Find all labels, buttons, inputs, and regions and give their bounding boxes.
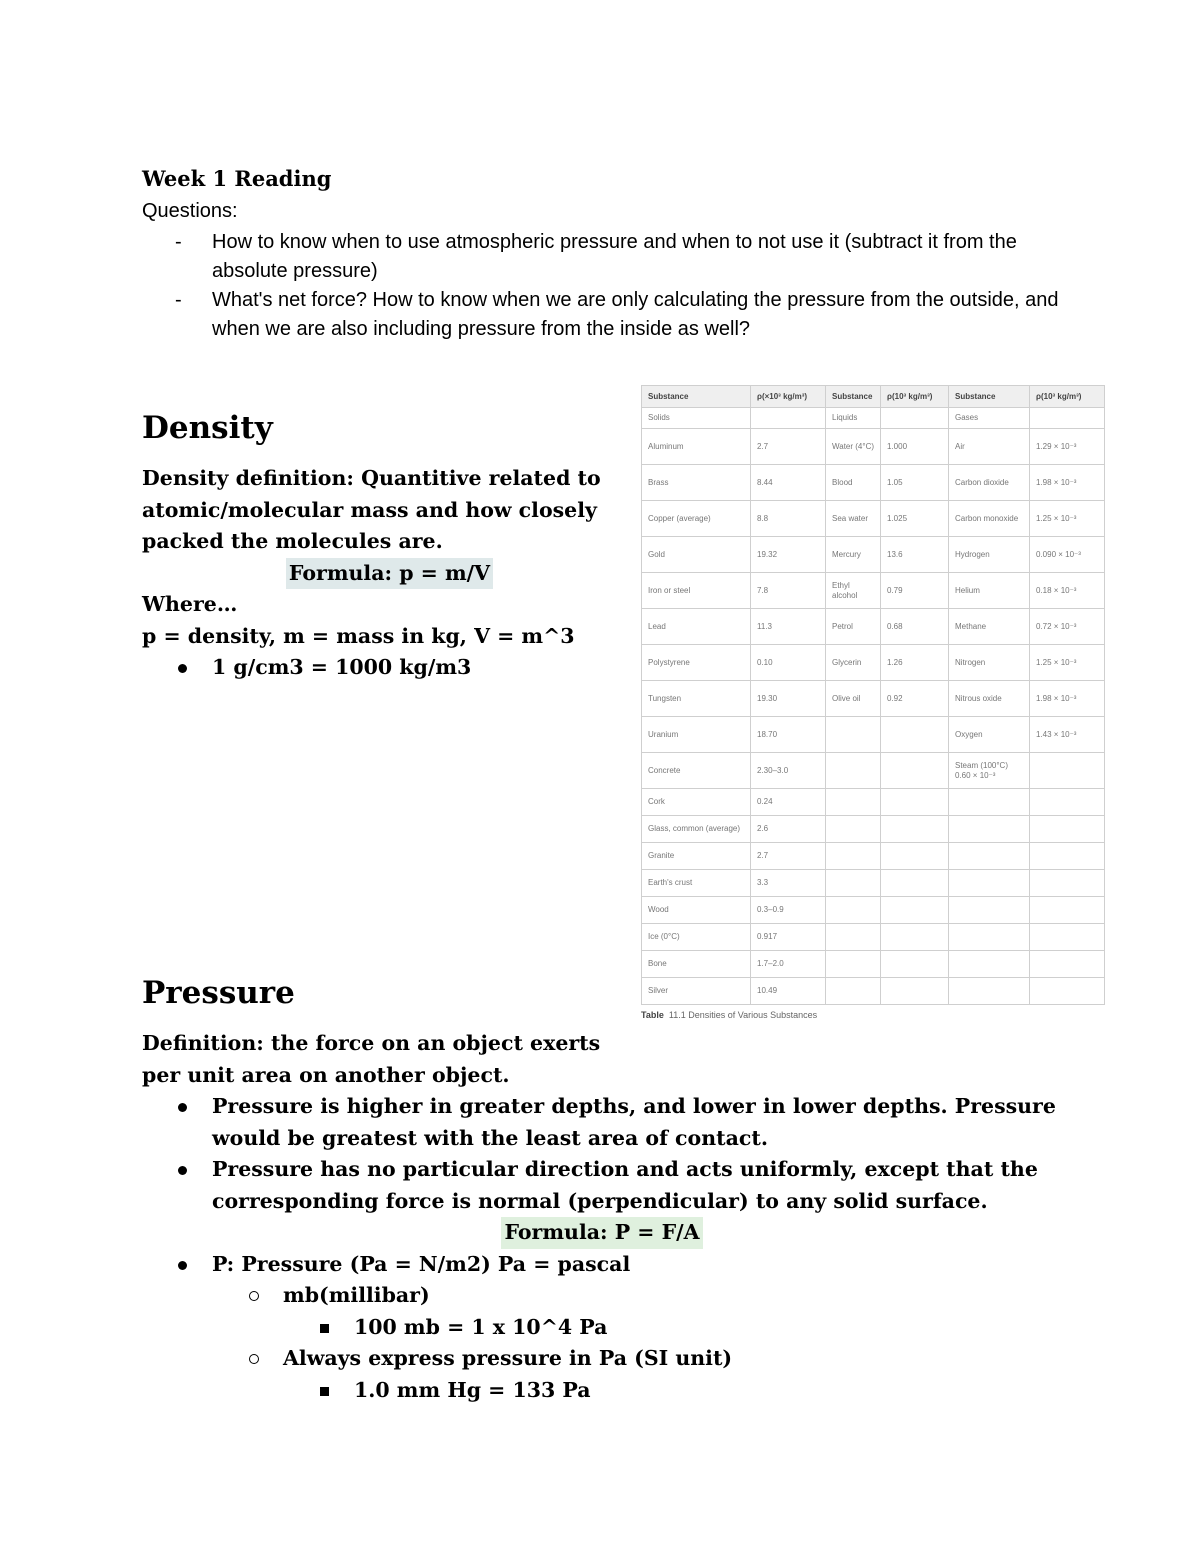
table-cell (1030, 951, 1105, 978)
table-cell (949, 978, 1030, 1005)
density-definition: Density definition: Quantitive related to atomic/molecular mass and how closely packed the molecules are. (142, 466, 601, 553)
bullet-text: mb(millibar) (283, 1283, 430, 1307)
table-cell (1030, 978, 1105, 1005)
table-cell: 0.24 (751, 789, 826, 816)
bullet-square-icon (320, 1324, 329, 1333)
table-row (642, 645, 1105, 681)
table-row (642, 681, 1105, 717)
table-cell: Gases (949, 408, 1030, 429)
table-row (642, 870, 1105, 897)
table-row (642, 501, 1105, 537)
table-cell (881, 924, 949, 951)
table-cell: Glycerin (826, 645, 881, 681)
table-cell: 19.32 (751, 537, 826, 573)
table-cell: Copper (average) (642, 501, 751, 537)
table-cell (1030, 843, 1105, 870)
table-cell (949, 816, 1030, 843)
table-cell: Ethyl alcohol (826, 573, 881, 609)
table-cell: 0.18 × 10⁻³ (1030, 573, 1105, 609)
table-cell: Carbon dioxide (949, 465, 1030, 501)
table-row (642, 609, 1105, 645)
table-cell: Mercury (826, 537, 881, 573)
bullet-dot-icon (178, 1166, 187, 1175)
table-cell: 0.79 (881, 573, 949, 609)
table-cell: Polystyrene (642, 645, 751, 681)
table-cell: Oxygen (949, 717, 1030, 753)
table-cell (881, 408, 949, 429)
table-cell: Brass (642, 465, 751, 501)
table-cell: 19.30 (751, 681, 826, 717)
table-cell: Sea water (826, 501, 881, 537)
table-cell: 0.92 (881, 681, 949, 717)
table-cell (949, 951, 1030, 978)
table-row (642, 573, 1105, 609)
pressure-definition: Definition: the force on an object exerts per unit area on another object. (142, 1031, 601, 1087)
table-cell (826, 870, 881, 897)
table-cell: Iron or steel (642, 573, 751, 609)
table-cell: Nitrogen (949, 645, 1030, 681)
table-cell: 0.68 (881, 609, 949, 645)
table-cell: Liquids (826, 408, 881, 429)
density-table (641, 385, 1105, 1005)
dash-bullet: - (175, 231, 182, 253)
table-row (642, 897, 1105, 924)
density-variables: p = density, m = mass in kg, V = m^3 (142, 623, 575, 648)
pressure-block (142, 1028, 1062, 1406)
list-item (142, 1091, 1062, 1154)
bullet-circle-icon (249, 1354, 259, 1364)
table-cell: Methane (949, 609, 1030, 645)
table-cell: Water (4°C) (826, 429, 881, 465)
table-cell: 18.70 (751, 717, 826, 753)
table-cell (826, 717, 881, 753)
list-item (142, 1249, 1062, 1281)
table-cell: Tungsten (642, 681, 751, 717)
question-text: How to know when to use atmospheric pressure and when to not use it (subtract it from the absolute pressure) (212, 231, 1017, 282)
bullet-text: Always express pressure in Pa (SI unit) (283, 1346, 733, 1370)
bullet-dot-icon (178, 1103, 187, 1112)
list-item (142, 286, 1062, 344)
table-cell: 8.44 (751, 465, 826, 501)
table-cell (826, 789, 881, 816)
table-cell (1030, 870, 1105, 897)
table-cell: Earth's crust (642, 870, 751, 897)
pressure-formula: Formula: P = F/A (501, 1217, 702, 1249)
bullet-dot-icon (178, 664, 187, 673)
table-cell: Bone (642, 951, 751, 978)
table-row (642, 537, 1105, 573)
table-cell: Gold (642, 537, 751, 573)
list-item (142, 652, 637, 684)
table-cell: 11.3 (751, 609, 826, 645)
caption-label: Table (641, 1010, 664, 1020)
caption-text: 11.1 Densities of Various Substances (668, 1010, 818, 1020)
table-cell: Lead (642, 609, 751, 645)
table-cell (1030, 753, 1105, 789)
table-row (642, 816, 1105, 843)
table-row (642, 465, 1105, 501)
table-cell: 0.090 × 10⁻³ (1030, 537, 1105, 573)
table-cell: Air (949, 429, 1030, 465)
table-cell (1030, 924, 1105, 951)
bullet-text: Pressure is higher in greater depths, and lower in lower depths. Pressure would be greatest with the least area of contact. (212, 1094, 1056, 1150)
table-cell: Nitrous oxide (949, 681, 1030, 717)
table-row (642, 789, 1105, 816)
table-cell (751, 408, 826, 429)
table-cell: 0.917 (751, 924, 826, 951)
bullet-dot-icon (178, 1261, 187, 1270)
table-row (642, 753, 1105, 789)
table-caption (641, 1010, 1104, 1020)
table-cell (1030, 408, 1105, 429)
bullet-circle-icon (249, 1291, 259, 1301)
table-cell (826, 843, 881, 870)
table-cell: Cork (642, 789, 751, 816)
table-row (642, 717, 1105, 753)
table-cell: Blood (826, 465, 881, 501)
table-cell: 0.10 (751, 645, 826, 681)
density-block (142, 463, 637, 684)
table-cell: Steam (100°C) 0.60 × 10⁻³ (949, 753, 1030, 789)
questions-label: Questions: (142, 200, 238, 222)
table-cell (949, 897, 1030, 924)
list-item (142, 1312, 1062, 1344)
list-item (142, 228, 1062, 286)
table-cell: Wood (642, 897, 751, 924)
density-formula: Formula: p = m/V (286, 558, 493, 590)
table-cell (826, 924, 881, 951)
table-cell: 7.8 (751, 573, 826, 609)
table-cell: Silver (642, 978, 751, 1005)
table-cell: Aluminum (642, 429, 751, 465)
bullet-text: 1 g/cm3 = 1000 kg/m3 (212, 655, 472, 679)
table-cell: Glass, common (average) (642, 816, 751, 843)
table-cell: 13.6 (881, 537, 949, 573)
table-row (642, 978, 1105, 1005)
table-cell (826, 816, 881, 843)
table-row (642, 408, 1105, 429)
table-cell: 1.025 (881, 501, 949, 537)
density-table-figure (641, 385, 1104, 1020)
table-row (642, 924, 1105, 951)
table-cell: 1.25 × 10⁻³ (1030, 645, 1105, 681)
table-cell (826, 978, 881, 1005)
table-header: ρ(10³ kg/m³) (881, 386, 949, 408)
table-cell: Ice (0°C) (642, 924, 751, 951)
density-heading: Density (142, 410, 273, 446)
table-header: Substance (949, 386, 1030, 408)
bullet-text: 100 mb = 1 x 10^4 Pa (354, 1314, 608, 1339)
list-item (142, 1375, 1062, 1407)
bullet-text: P: Pressure (Pa = N/m2) Pa = pascal (212, 1251, 631, 1276)
table-header: Substance (642, 386, 751, 408)
table-cell (881, 897, 949, 924)
table-cell: 1.000 (881, 429, 949, 465)
table-cell: 1.29 × 10⁻³ (1030, 429, 1105, 465)
dash-bullet: - (175, 289, 182, 311)
table-header: ρ(×10³ kg/m³) (751, 386, 826, 408)
table-cell: Concrete (642, 753, 751, 789)
table-cell (881, 717, 949, 753)
table-cell (1030, 816, 1105, 843)
table-cell: 10.49 (751, 978, 826, 1005)
table-cell: 2.30–3.0 (751, 753, 826, 789)
table-cell: Olive oil (826, 681, 881, 717)
table-cell: 1.25 × 10⁻³ (1030, 501, 1105, 537)
table-cell (949, 789, 1030, 816)
table-cell: Carbon monoxide (949, 501, 1030, 537)
table-cell: 2.6 (751, 816, 826, 843)
list-item (142, 1280, 1062, 1312)
table-cell (881, 789, 949, 816)
table-header: ρ(10³ kg/m³) (1030, 386, 1105, 408)
table-cell: Hydrogen (949, 537, 1030, 573)
table-cell: 1.43 × 10⁻³ (1030, 717, 1105, 753)
bullet-square-icon (320, 1387, 329, 1396)
page-title: Week 1 Reading (142, 166, 332, 191)
table-cell: 3.3 (751, 870, 826, 897)
table-cell (881, 753, 949, 789)
density-where: Where… (142, 592, 238, 616)
table-cell (826, 753, 881, 789)
table-header-row (642, 386, 1105, 408)
table-cell: 0.72 × 10⁻³ (1030, 609, 1105, 645)
table-cell: 1.05 (881, 465, 949, 501)
table-cell: 1.98 × 10⁻³ (1030, 681, 1105, 717)
bullet-text: Pressure has no particular direction and acts uniformly, except that the corresponding force is normal (perpendicular) to any solid surface. (212, 1157, 1038, 1213)
table-cell (826, 951, 881, 978)
table-cell (1030, 897, 1105, 924)
table-cell: 1.26 (881, 645, 949, 681)
pressure-heading: Pressure (142, 975, 295, 1011)
table-cell (949, 870, 1030, 897)
question-text: What's net force? How to know when we are only calculating the pressure from the outside, and when we are also including pressure from the inside as well? (212, 289, 1059, 340)
table-cell: Helium (949, 573, 1030, 609)
table-cell: 8.8 (751, 501, 826, 537)
table-cell (949, 843, 1030, 870)
table-row (642, 429, 1105, 465)
table-cell (949, 924, 1030, 951)
table-cell (881, 978, 949, 1005)
table-cell (881, 843, 949, 870)
table-cell (1030, 789, 1105, 816)
table-cell (881, 816, 949, 843)
table-cell: Solids (642, 408, 751, 429)
table-cell: 2.7 (751, 429, 826, 465)
table-row (642, 843, 1105, 870)
questions-list (142, 228, 1062, 344)
table-cell: 0.3–0.9 (751, 897, 826, 924)
table-cell: 2.7 (751, 843, 826, 870)
table-body (642, 429, 1105, 1005)
bullet-text: 1.0 mm Hg = 133 Pa (354, 1377, 591, 1402)
list-item (142, 1154, 1062, 1217)
table-cell (881, 870, 949, 897)
table-cell: Granite (642, 843, 751, 870)
table-cell: Uranium (642, 717, 751, 753)
table-cell: 1.7–2.0 (751, 951, 826, 978)
table-cell: Petrol (826, 609, 881, 645)
table-row (642, 951, 1105, 978)
table-cell (881, 951, 949, 978)
list-item (142, 1343, 1062, 1375)
table-header: Substance (826, 386, 881, 408)
table-cell (826, 897, 881, 924)
table-cell: 1.98 × 10⁻³ (1030, 465, 1105, 501)
